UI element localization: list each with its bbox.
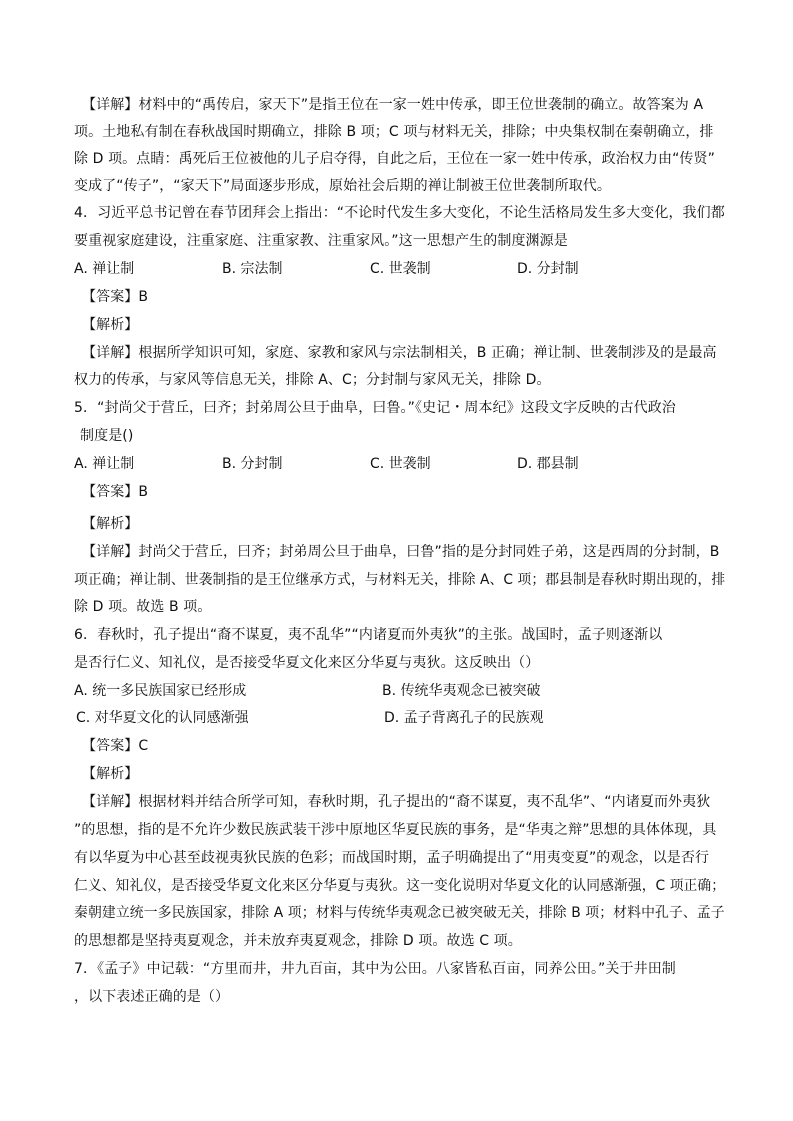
q5-option-c: C. 世袭制 (370, 456, 431, 472)
question-7-stem-cont: ，以下表述正确的是（） (74, 989, 230, 1005)
q6-option-d: D. 孟子背离孔子的民族观 (384, 710, 544, 726)
q5-explanation-cont: 除 D 项。故选 B 项。 (74, 599, 212, 615)
text-line: 变成了“传子”，“家天下”局面逐步形成，原始社会后期的禅让制被王位世袭制所取代。 (74, 178, 612, 194)
q4-option-a: A. 禅让制 (74, 261, 135, 277)
q6-analysis-label: 【解析】 (82, 766, 139, 782)
question-4-stem-cont: 要重视家庭建设，注重家庭、注重家教、注重家风。”这一思想产生的制度渊源是 (74, 233, 568, 249)
text-line: 【详解】材料中的“禹传启，家天下”是指王位在一家一姓中传承，即王位世袭制的确立。故答案为 A (82, 97, 704, 113)
question-4-stem: 4．习近平总书记曾在春节团拜会上指出：“不论时代发生多大变化，不论生活格局发生多大变化，我们都 (74, 205, 725, 221)
q5-option-d: D. 郡县制 (517, 456, 579, 472)
q6-explanation-cont: ”的思想，指的是不允许少数民族武装干涉中原地区华夏民族的事务，是“华夷之辩”思想的具体体现，具 (74, 822, 717, 838)
question-6-stem: 6．春秋时，孔子提出“裔不谋夏，夷不乱华”“内诸夏而外夷狄”的主张。战国时，孟子则逐渐以 (74, 627, 663, 643)
q6-explanation: 【详解】根据材料并结合所学可知，春秋时期，孔子提出的“裔不谋夏，夷不乱华”、“内诸夏而外夷狄 (82, 794, 711, 810)
q6-option-a: A. 统一多民族国家已经形成 (74, 683, 247, 699)
q6-explanation-cont: 仁义、知礼仪，是否接受华夏文化来区分华夏与夷狄。这一变化说明对华夏文化的认同感渐强，C 项正确； (74, 878, 726, 894)
q4-explanation-cont: 权力的传承，与家风等信息无关，排除 A、C；分封制与家风无关，排除 D。 (74, 372, 551, 388)
q5-option-b: B. 分封制 (222, 456, 283, 472)
q5-explanation-cont: 项正确；禅让制、世袭制指的是王位继承方式，与材料无关，排除 A、C 项；郡县制是春秋时期出现的，排 (74, 572, 726, 588)
q6-option-c: C. 对华夏文化的认同感渐强 (76, 710, 249, 726)
question-5-stem: 5．“封尚父于营丘，曰齐；封弟周公旦于曲阜，曰鲁。”《史记・周本纪》这段文字反映的古代政治 (74, 400, 676, 416)
q4-option-d: D. 分封制 (517, 261, 579, 277)
question-5-stem-cont: 制度是() (80, 428, 134, 444)
q6-answer: 【答案】C (82, 738, 149, 754)
question-7-stem: 7．《孟子》中记载：“方里而井，井九百亩，其中为公田。八家皆私百亩，同养公田。”关于井田制 (74, 961, 676, 977)
q4-answer: 【答案】B (82, 289, 149, 305)
q5-answer: 【答案】B (82, 484, 149, 500)
text-line: 除 D 项。点睛：禹死后王位被他的儿子启夺得，自此之后，王位在一家一姓中传承，政治权力由“传贤” (74, 151, 715, 167)
q6-option-b: B. 传统华夷观念已被突破 (382, 683, 541, 699)
q6-explanation-cont: 秦朝建立统一多民族国家，排除 A 项；材料与传统华夷观念已被突破无关，排除 B 项；材料中孔子、孟子 (74, 905, 725, 921)
q5-option-a: A. 禅让制 (74, 456, 135, 472)
q4-option-c: C. 世袭制 (370, 261, 431, 277)
q5-analysis-label: 【解析】 (82, 516, 139, 532)
q4-option-b: B. 宗法制 (222, 261, 283, 277)
q6-explanation-cont: 的思想都是坚持夷夏观念，并未放弃夷夏观念，排除 D 项。故选 C 项。 (74, 933, 522, 949)
q6-explanation-cont: 有以华夏为中心甚至歧视夷狄民族的色彩；而战国时期，孟子明确提出了“用夷变夏”的观念，以是否行 (74, 850, 710, 866)
text-line: 项。土地私有制在春秋战国时期确立，排除 B 项；C 项与材料无关，排除；中央集权制在秦朝确立，排 (74, 124, 714, 140)
q4-explanation: 【详解】根据所学知识可知，家庭、家教和家风与宗法制相关，B 正确；禅让制、世袭制涉及的是最高 (82, 345, 717, 361)
question-6-stem-cont: 是否行仁义、知礼仪，是否接受华夏文化来区分华夏与夷狄。这反映出（） (74, 655, 540, 671)
q5-explanation: 【详解】封尚父于营丘，曰齐；封弟周公旦于曲阜，曰鲁”指的是分封同姓子弟，这是西周的分封制，B (82, 544, 720, 560)
q4-analysis-label: 【解析】 (82, 317, 139, 333)
